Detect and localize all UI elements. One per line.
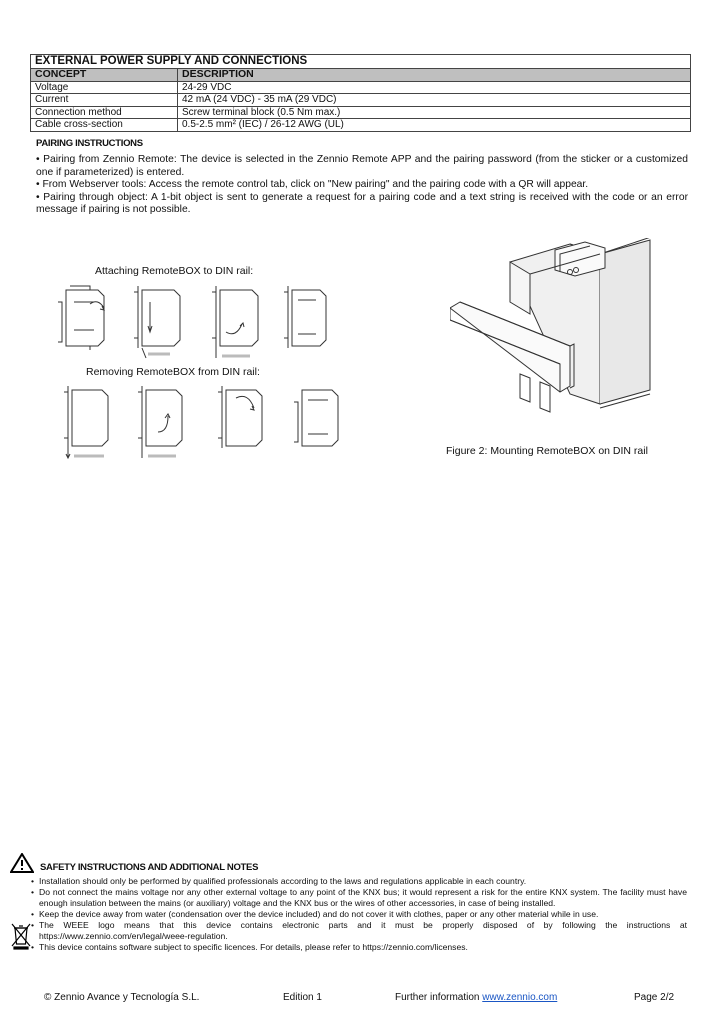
- footer-further-label: Further information: [395, 992, 480, 1003]
- table-cell: 0.5-2.5 mm² (IEC) / 26-12 AWG (UL): [178, 119, 691, 132]
- table-cell: Cable cross-section: [31, 119, 178, 132]
- table-cell: Current: [31, 94, 178, 107]
- figure2-caption: Figure 2: Mounting RemoteBOX on DIN rail: [446, 445, 648, 457]
- weee-bin-icon: [10, 922, 32, 950]
- attach-step-3-illustration: [212, 286, 258, 358]
- table-cell: 24-29 VDC: [178, 81, 691, 94]
- table-title: EXTERNAL POWER SUPPLY AND CONNECTIONS: [31, 55, 691, 69]
- remove-step-1-illustration: [64, 386, 108, 458]
- table-cell: Connection method: [31, 106, 178, 119]
- attach-step-1-illustration: [58, 286, 104, 350]
- footer-further-info: [395, 992, 557, 1003]
- table-row: [31, 81, 691, 94]
- table-header-row: [31, 69, 691, 82]
- pairing-instructions: [36, 154, 688, 217]
- footer-company: © Zennio Avance y Tecnología S.L.: [44, 992, 200, 1003]
- header-concept: CONCEPT: [31, 69, 178, 82]
- safety-item: • The WEEE logo means that this device contains electronic parts and it must be properly disposed of by following the instructions at https://www.zennio.com/en/legal/weee-regulation.: [39, 920, 687, 942]
- attach-caption: Attaching RemoteBOX to DIN rail:: [95, 265, 254, 277]
- pairing-title: PAIRING INSTRUCTIONS: [36, 138, 143, 149]
- table-cell: Voltage: [31, 81, 178, 94]
- footer-edition: Edition 1: [283, 992, 322, 1003]
- pairing-item: • Pairing through object: A 1-bit object is sent to generate a request for a pairing code and a text string is received with the code or an error message if pairing is not possible.: [36, 191, 688, 216]
- safety-notes: [39, 876, 687, 953]
- remove-step-4-illustration: [294, 390, 338, 446]
- safety-item: • This device contains software subject to specific licences. For details, please refer to https://zennio.com/licenses.: [39, 942, 687, 953]
- footer-page-number: Page 2/2: [634, 992, 675, 1003]
- remove-caption: Removing RemoteBOX from DIN rail:: [86, 366, 260, 378]
- safety-item: • Do not connect the mains voltage nor any other external voltage to any point of the KNX bus; it would represent a risk for the entire KNX system. The facility must have enough insulation between the mains (or auxiliary) voltage and the KNX bus or the wires of other accessories, in case of being installed.: [39, 887, 687, 909]
- remove-step-2-illustration: [138, 386, 182, 458]
- table-cell: Screw terminal block (0.5 Nm max.): [178, 106, 691, 119]
- safety-title: SAFETY INSTRUCTIONS AND ADDITIONAL NOTES: [40, 862, 259, 873]
- attach-step-2-illustration: [134, 286, 180, 358]
- attach-step-4-illustration: [284, 286, 326, 348]
- safety-item: • Keep the device away from water (condensation over the device included) and do not cover it with clothes, paper or any other material while in use.: [39, 909, 687, 920]
- table-title-row: [31, 55, 691, 69]
- pairing-item: • From Webserver tools: Access the remote control tab, click on "New pairing" and the pairing code with a QR will appear.: [36, 179, 589, 191]
- safety-item: • Installation should only be performed by qualified professionals according to the laws and regulations applicable in each country.: [39, 876, 687, 887]
- table-row: [31, 119, 691, 132]
- remove-step-3-illustration: [218, 386, 262, 448]
- table-row: [31, 106, 691, 119]
- pairing-item: • Pairing from Zennio Remote: The device is selected in the Zennio Remote APP and the pairing password (from the sticker or a customized one if parameterized) is entered.: [36, 154, 688, 178]
- table-cell: 42 mA (24 VDC) - 35 mA (29 VDC): [178, 94, 691, 107]
- zennio-website-link[interactable]: www.zennio.com: [482, 992, 558, 1003]
- header-description: DESCRIPTION: [178, 69, 691, 82]
- table-row: [31, 94, 691, 107]
- warning-triangle-icon: [10, 853, 34, 873]
- attach-din-rail-diagram: [50, 282, 330, 362]
- power-supply-table: [30, 54, 691, 132]
- remove-din-rail-diagram: [50, 382, 360, 462]
- remotebox-device-illustration: [450, 238, 670, 438]
